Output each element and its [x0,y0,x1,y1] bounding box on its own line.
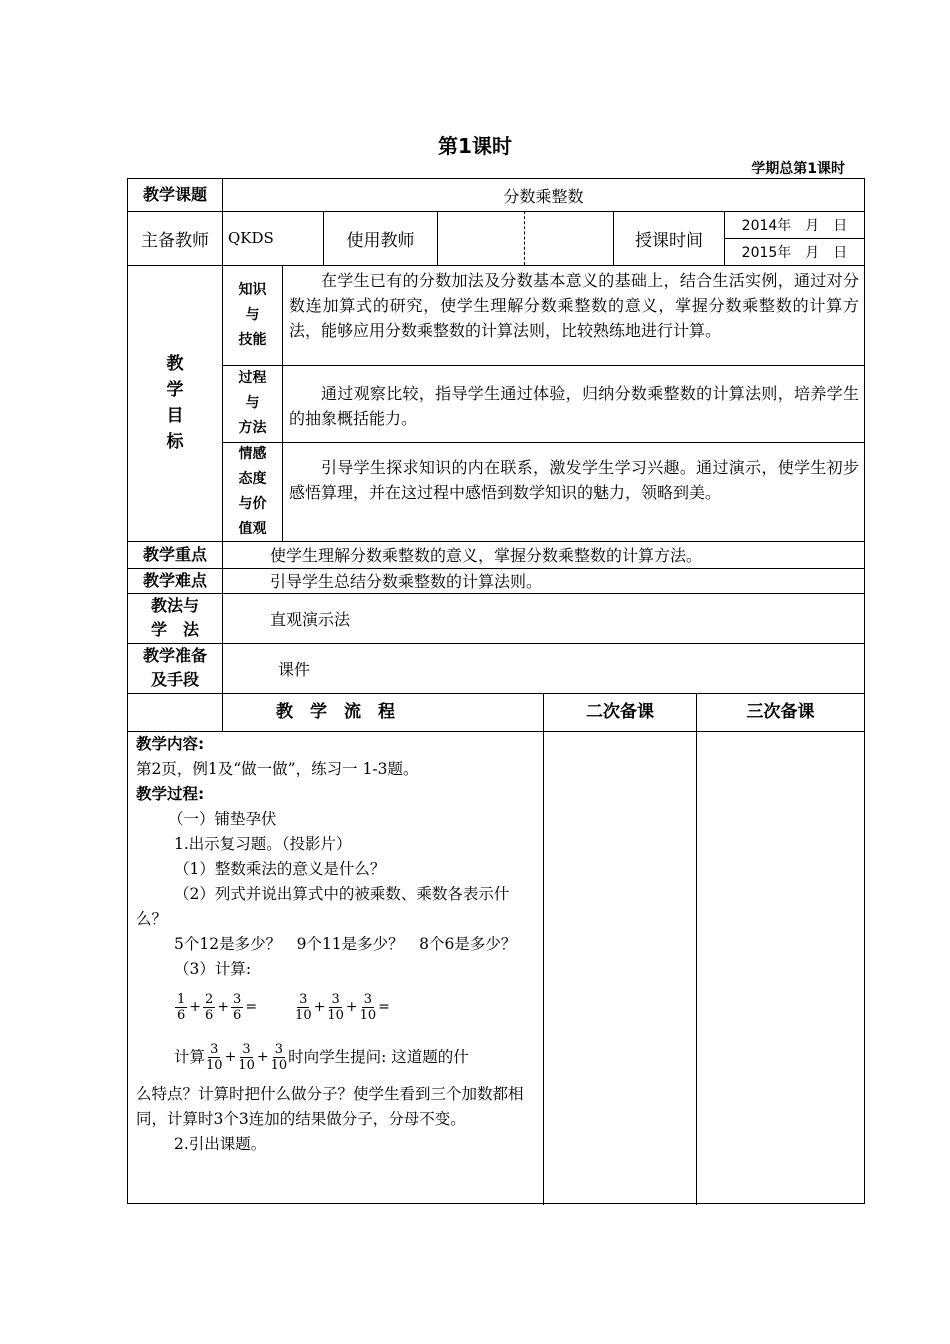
fraction-numerator: 3 [363,991,373,1007]
fraction-numerator: 3 [233,991,242,1007]
method-text: 直观演示法 [270,609,351,629]
fraction-denominator: 6 [177,1007,186,1023]
process-label: 教学过程: [136,785,205,803]
date-2014: 2014年 月 日 [741,217,848,234]
fraction-numerator: 3 [242,1041,251,1057]
plus-sign: + [256,1048,269,1065]
ask-prefix: 计算 [174,1047,206,1066]
equals-sign: = [378,998,390,1015]
expression-2 [294,992,391,1023]
emotion-values-text: 引导学生探求知识的内在联系，激发学生学习兴趣。通过演示，使学生初步感悟算理，并在这过程中感悟到数学知识的魅力，领略到美。 [289,458,859,502]
process-method-label: 过程 与 方法 [238,370,267,436]
fraction-numerator: 3 [210,1041,219,1057]
flow-header: 教 学 流 程 [276,702,395,722]
plus-sign: + [313,998,326,1015]
ask-suffix: 时向学生提问: 这道题的什 [288,1047,469,1066]
fraction-numerator: 2 [205,991,214,1007]
step-1-1: 1.出示复习题。（投影片） [174,835,352,853]
teacher-value: QKDS [228,229,274,247]
teaching-flow [136,732,536,1157]
fraction-denominator: 10 [295,1007,312,1023]
question-2: （2）列式并说出算式中的被乘数、乘数各表示什么？ [136,885,510,928]
expression-row [136,982,536,1032]
fraction-numerator: 1 [177,991,186,1007]
difficulty-text: 引导学生总结分数乘整数的计算法则。 [270,572,543,591]
class-time-label: 授课时间 [635,230,703,251]
question-prompt-row [136,1032,536,1082]
plus-sign: + [345,998,358,1015]
step-1: （一）铺垫孕伏 [168,810,277,828]
fraction-denominator: 10 [238,1057,255,1073]
objectives-label: 教 学 目 标 [166,354,184,452]
fraction-denominator: 6 [233,1007,242,1023]
fraction-denominator: 6 [205,1007,214,1023]
fraction-numerator: 3 [299,991,308,1007]
term-lesson-count: 学期总第1课时 [751,161,845,177]
fraction-denominator: 10 [327,1007,344,1023]
plus-sign: + [224,1048,237,1065]
second-prep-header: 二次备课 [586,702,654,722]
user-teacher-label: 使用教师 [346,230,415,251]
step-1-2: 2.引出课题。 [174,1135,267,1153]
third-prep-header: 三次备课 [746,702,815,722]
equals-sign: = [245,998,258,1015]
page-title: 第1课时 [438,134,512,158]
emotion-values-label: 情感 态度 与价 值观 [238,445,267,537]
key-point-label: 教学重点 [142,544,207,564]
fraction-numerator: 3 [331,991,340,1007]
process-method-text: 通过观察比较，指导学生通过体验，归纳分数乘整数的计算法则，培养学生的抽象概括能力。 [289,384,859,428]
content-label: 教学内容: [136,735,205,753]
fraction-denominator: 10 [270,1057,288,1073]
prep-text: 课件 [278,659,311,679]
difficulty-label: 教学难点 [142,570,207,590]
question-1: （1）整数乘法的意义是什么？ [174,860,386,878]
knowledge-skill-text: 在学生已有的分数加法及分数基本意义的基础上，结合生活实例，通过对分数连加算式的研究，使学生理解分数乘整数的意义，掌握分数乘整数的计算方法，能够应用分数乘整数的计算法则，比较熟练地进行计算。 [289,271,859,340]
question-2-examples: 5个12是多少？ 9个11是多少？ 8个6是多少？ [174,935,517,953]
knowledge-skill-label: 知识 与 技能 [238,281,267,348]
topic-value: 分数乘整数 [503,186,584,206]
question-3: （3）计算: [174,960,252,978]
method-label: 教法与 学 法 [150,596,199,639]
topic-label: 教学课题 [142,185,207,204]
key-point-text: 使学生理解分数乘整数的意义，掌握分数乘整数的计算方法。 [270,546,703,565]
date-2015: 2015年 月 日 [741,245,848,261]
ask-rest: 么特点？计算时把什么做分子？使学生看到三个加数都相同，计算时3个3连加的结果做分子，分母不变。 [136,1085,524,1128]
plus-sign: + [217,998,230,1015]
fraction-denominator: 10 [206,1057,223,1073]
fraction-numerator: 3 [274,1041,283,1057]
teacher-label: 主备教师 [141,230,209,251]
content-text: 第2页，例1及“做一做”，练习一 1-3题。 [136,760,419,778]
expression-1 [174,992,258,1023]
plus-sign: + [189,998,202,1015]
prep-label: 教学准备 及手段 [142,646,207,689]
fraction-denominator: 10 [359,1007,377,1023]
